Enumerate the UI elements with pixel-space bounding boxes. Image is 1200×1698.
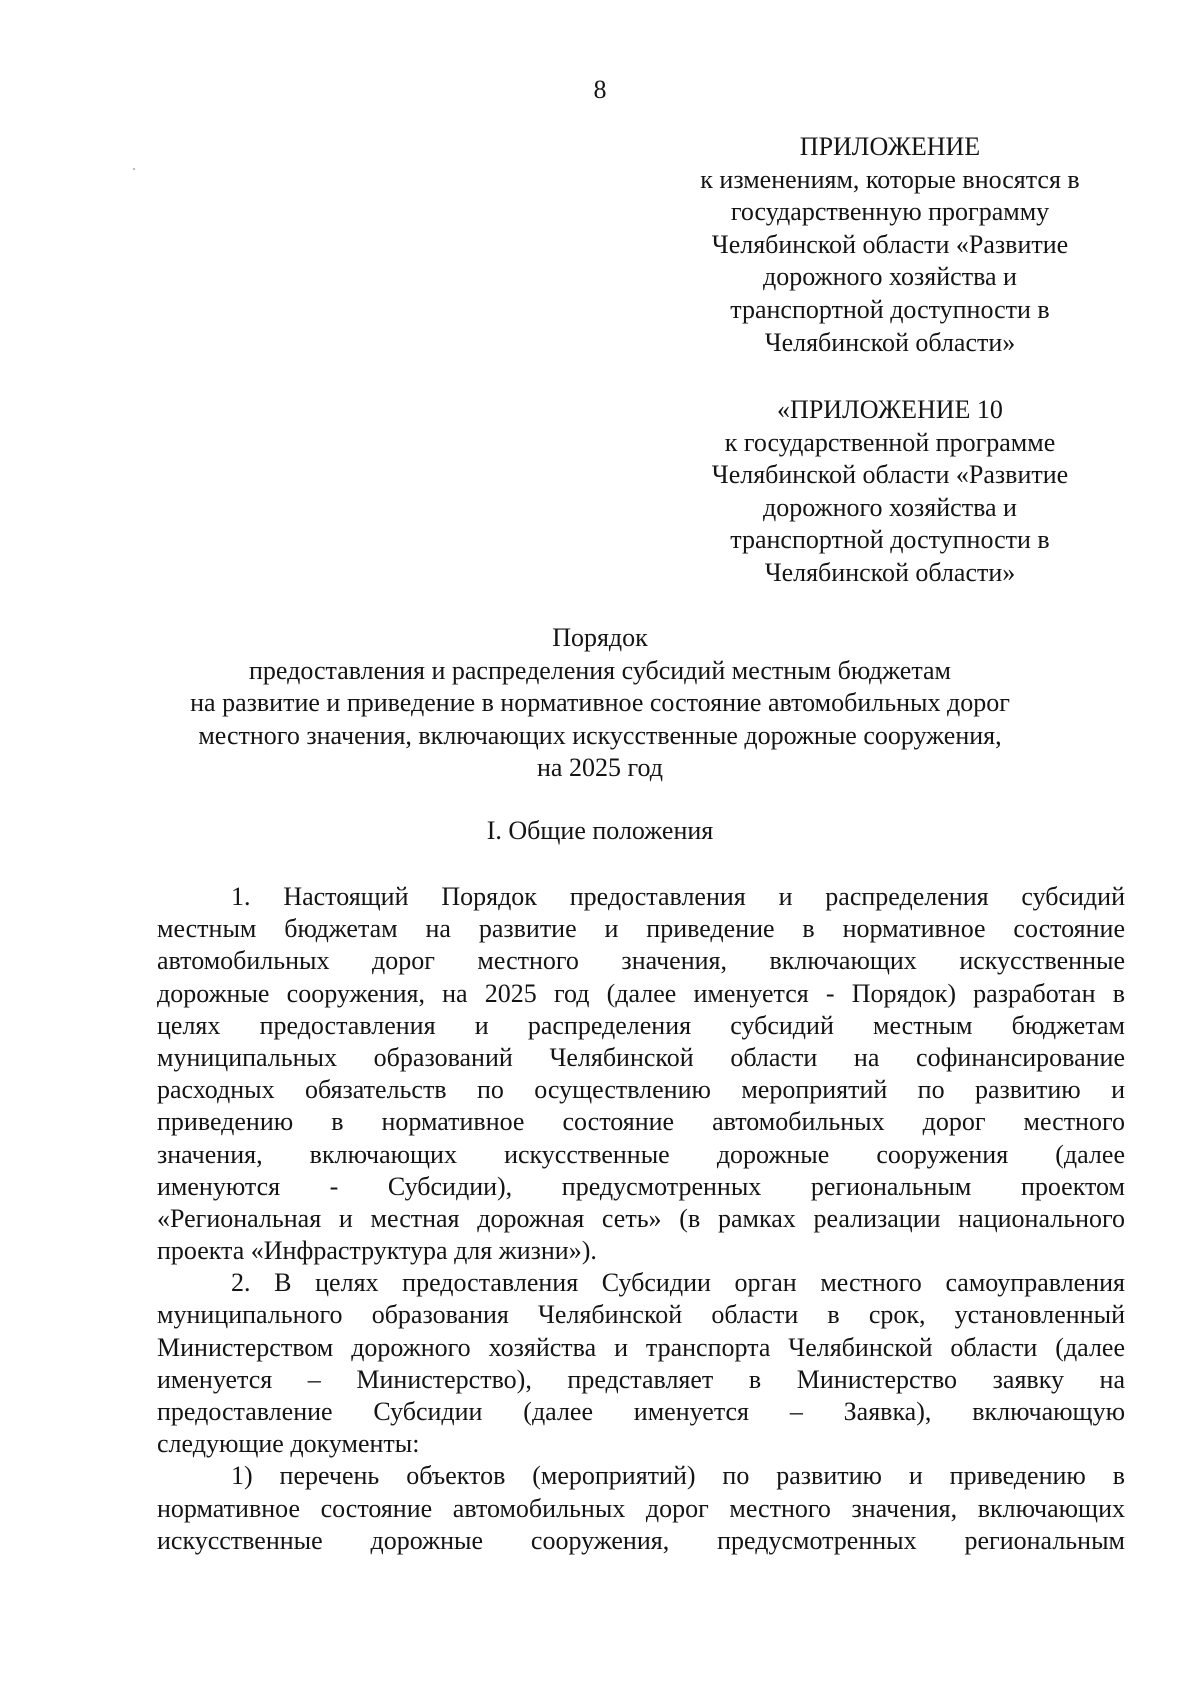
document-title-line: Порядок xyxy=(552,623,648,652)
appendix-1-line: дорожного хозяйства и xyxy=(763,262,1017,292)
appendix-1-line: к изменениям, которые вносятся в xyxy=(700,164,1080,194)
paragraph-2-line: 2. В целях предоставления Субсидии орган местного самоуправления xyxy=(231,1268,1125,1298)
document-title-line: предоставления и распределения субсидий местным бюджетам xyxy=(248,655,952,685)
scan-artifact xyxy=(133,168,135,170)
paragraph-2-line: именуется – Министерство), представляет в Министерство заявку на xyxy=(157,1364,1125,1394)
paragraph-1-line: проекта «Инфраструктура для жизни»). xyxy=(157,1236,597,1266)
appendix-2-line: Челябинской области» xyxy=(764,557,1016,587)
paragraph-1-line: муниципальных образований Челябинской области на софинансирование xyxy=(157,1042,1125,1072)
paragraph-2-line: следующие документы: xyxy=(157,1429,420,1459)
document-title-line: на развитие и приведение в нормативное состояние автомобильных дорог xyxy=(190,688,1010,717)
appendix-1-line: Челябинской области» xyxy=(764,327,1016,357)
appendix-1-line: Челябинской области «Развитие xyxy=(711,229,1069,259)
body-text xyxy=(157,881,1125,1557)
paragraph-2-line: муниципального образования Челябинской области в срок, установленный xyxy=(157,1300,1125,1330)
paragraph-3-line: искусственные дорожные сооружения, предусмотренных региональным xyxy=(157,1525,1125,1555)
appendix-1-line: ПРИЛОЖЕНИЕ xyxy=(799,132,981,161)
paragraph-1-line: местным бюджетам на развитие и приведение в нормативное состояние xyxy=(157,914,1125,944)
document-title-line: местного значения, включающих искусственные дорожные сооружения, xyxy=(198,720,1002,750)
appendix-2-line: «ПРИЛОЖЕНИЕ 10 xyxy=(777,395,1003,424)
document-title xyxy=(150,622,1050,785)
appendix-1-line: транспортной доступности в xyxy=(730,294,1050,324)
paragraph-2-line: предоставление Субсидии (далее именуется – Заявка), включающую xyxy=(157,1397,1125,1426)
appendix-heading-1 xyxy=(680,131,1100,359)
paragraph-1-line: «Региональная и местная дорожная сеть» (в рамках реализации национального xyxy=(157,1203,1125,1233)
appendix-1-line: государственную программу xyxy=(730,197,1050,227)
paragraph-1-line: 1. Настоящий Порядок предоставления и распределения субсидий xyxy=(231,882,1125,911)
paragraph-1-line: приведению в нормативное состояние автомобильных дорог местного xyxy=(157,1107,1125,1137)
paragraph-2-line: Министерством дорожного хозяйства и транспорта Челябинской области (далее xyxy=(157,1332,1125,1362)
appendix-2-line: к государственной программе xyxy=(724,427,1056,457)
appendix-2-line: дорожного хозяйства и xyxy=(763,492,1017,522)
paragraph-1-line: значения, включающих искусственные дорожные сооружения (далее xyxy=(157,1139,1125,1169)
paragraph-3-line: нормативное состояние автомобильных дорог местного значения, включающих xyxy=(157,1493,1125,1523)
appendix-2-line: транспортной доступности в xyxy=(730,525,1050,555)
appendix-heading-2 xyxy=(680,394,1100,590)
document-title-line: на 2025 год xyxy=(537,753,663,782)
paragraph-1-line: расходных обязательств по осуществлению мероприятий по развитию и xyxy=(157,1075,1125,1105)
paragraph-1-line: именуются - Субсидии), предусмотренных региональным проектом xyxy=(157,1171,1125,1201)
appendix-2-line: Челябинской области «Развитие xyxy=(711,460,1069,490)
paragraph-1-line: автомобильных дорог местного значения, включающих искусственные xyxy=(157,946,1125,976)
paragraph-1-line: дорожные сооружения, на 2025 год (далее именуется - Порядок) разработан в xyxy=(157,978,1125,1008)
paragraph-3-line: 1) перечень объектов (мероприятий) по развитию и приведению в xyxy=(231,1461,1125,1491)
page-number: 8 xyxy=(593,75,607,104)
paragraph-1-line: целях предоставления и распределения субсидий местным бюджетам xyxy=(157,1010,1125,1040)
section-heading: I. Общие положения xyxy=(486,816,714,845)
